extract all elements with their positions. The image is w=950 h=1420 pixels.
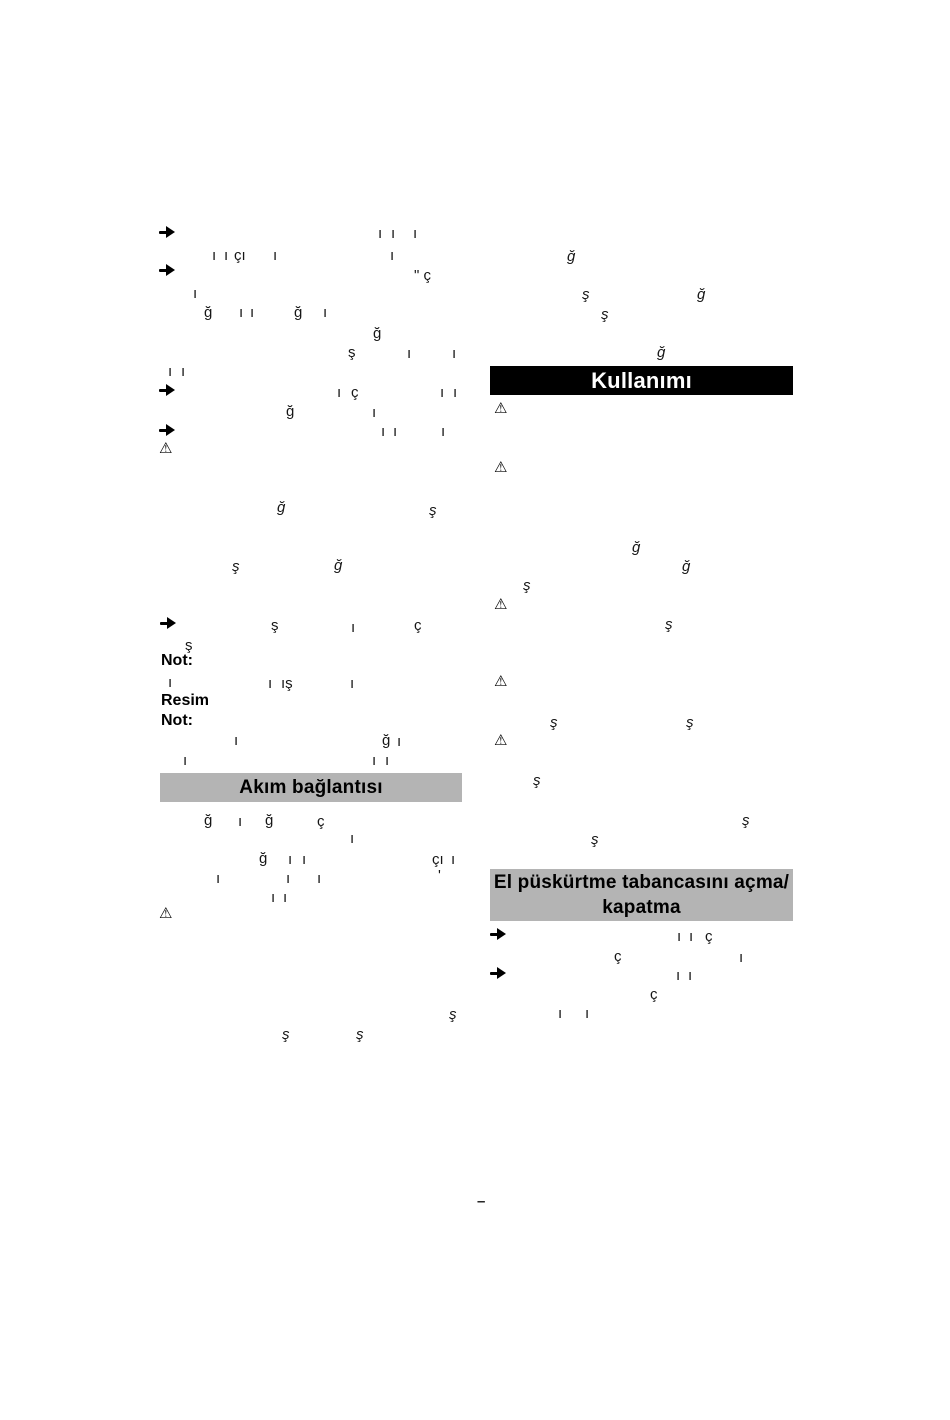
text-fragment: ı (393, 423, 398, 440)
text-fragment: ı (391, 225, 396, 242)
text-fragment: ı (234, 732, 239, 749)
text-fragment: ş (232, 558, 240, 575)
text-fragment: ş (686, 714, 694, 731)
arrow-bullet-icon (159, 226, 175, 238)
arrow-bullet-icon (159, 264, 175, 276)
warning-triangle-icon: ⚠ (494, 458, 508, 476)
text-fragment: ş (550, 714, 558, 731)
text-fragment: çı (234, 247, 246, 264)
text-fragment: ğ (204, 304, 213, 321)
text-fragment: ı (181, 363, 186, 380)
page-footer-dash: – (477, 1193, 486, 1210)
text-fragment: ı (317, 870, 322, 887)
text-fragment: ı (271, 889, 276, 906)
text-fragment: ı (688, 967, 693, 984)
text-fragment: ğ (682, 558, 691, 575)
warning-triangle-icon: ⚠ (494, 399, 508, 417)
text-fragment: ı (381, 423, 386, 440)
arrow-bullet-icon (160, 617, 176, 629)
text-fragment: ı (452, 345, 457, 362)
text-fragment: ş (282, 1026, 290, 1043)
text-fragment: ç (317, 813, 325, 830)
text-fragment: ı (378, 225, 383, 242)
bold-label: Not: (161, 712, 193, 729)
text-fragment: ş (348, 344, 356, 361)
section-header-spray-gun (490, 869, 793, 921)
text-fragment: ı (390, 247, 395, 264)
section-header-spray-gun-line2: kapatma (602, 897, 681, 918)
text-fragment: ı (337, 384, 342, 401)
warning-triangle-icon: ⚠ (159, 439, 173, 457)
text-fragment: ğ (277, 499, 286, 516)
text-fragment: ğ (286, 403, 295, 420)
text-fragment: ı (385, 752, 390, 769)
text-fragment: ı (302, 851, 307, 868)
text-fragment: ı (739, 949, 744, 966)
text-fragment: ş (582, 286, 590, 303)
text-fragment: ı (323, 304, 328, 321)
text-fragment: ı (372, 404, 377, 421)
text-fragment: ı (288, 851, 293, 868)
text-fragment: ı (676, 967, 681, 984)
text-fragment: ı (286, 870, 291, 887)
text-fragment: ş (449, 1006, 457, 1023)
warning-triangle-icon: ⚠ (494, 731, 508, 749)
text-fragment: ı (224, 247, 229, 264)
text-fragment: ğ (373, 325, 382, 342)
text-fragment: ş (185, 637, 193, 654)
text-fragment: ç (614, 948, 622, 965)
text-fragment: ı (350, 830, 355, 847)
bold-label: Not: (161, 652, 193, 669)
arrow-bullet-icon (490, 967, 506, 979)
text-fragment: ı (212, 247, 217, 264)
text-fragment: ğ (697, 286, 706, 303)
text-fragment: ğ (334, 557, 343, 574)
text-fragment: ı (350, 675, 355, 692)
text-fragment: ş (523, 577, 531, 594)
arrow-bullet-icon (159, 384, 175, 396)
text-fragment: ı (585, 1005, 590, 1022)
text-fragment: ı (193, 285, 198, 302)
text-fragment: ç (414, 617, 422, 634)
text-fragment: ş (429, 502, 437, 519)
arrow-bullet-icon (159, 424, 175, 436)
text-fragment: ş (591, 831, 599, 848)
warning-triangle-icon: ⚠ (159, 904, 173, 922)
arrow-bullet-icon (490, 928, 506, 940)
text-fragment: ı (239, 304, 244, 321)
text-fragment: ğ (259, 850, 268, 867)
text-fragment: ı (183, 752, 188, 769)
text-fragment: ı (168, 363, 173, 380)
text-fragment: ş (742, 812, 750, 829)
text-fragment: ı (441, 423, 446, 440)
text-fragment: ı (216, 870, 221, 887)
text-fragment: ş (665, 616, 673, 633)
text-fragment: ı (351, 619, 356, 636)
text-fragment: ı (372, 752, 377, 769)
text-fragment: ş (271, 617, 279, 634)
text-fragment: ğ (294, 304, 303, 321)
text-fragment: ı (168, 674, 173, 691)
text-fragment: ç (705, 928, 713, 945)
text-fragment: ı (283, 889, 288, 906)
section-header-power-connection: Akım bağlantısı (160, 773, 462, 802)
warning-triangle-icon: ⚠ (494, 595, 508, 613)
text-fragment: ğ (632, 539, 641, 556)
text-fragment: çı (432, 851, 444, 868)
text-fragment: ğ (265, 812, 274, 829)
text-fragment: ı (558, 1005, 563, 1022)
text-fragment: ı (677, 928, 682, 945)
text-fragment: ı (451, 851, 456, 868)
text-fragment: ' (438, 867, 441, 884)
text-fragment: ı (238, 813, 243, 830)
text-fragment: ş (601, 306, 609, 323)
text-fragment: ı (689, 928, 694, 945)
text-fragment: " ç (414, 267, 431, 284)
text-fragment: ğ (567, 248, 576, 265)
section-header-spray-gun-line1: El püskürtme tabancasını açma/ (493, 872, 790, 893)
warning-triangle-icon: ⚠ (494, 672, 508, 690)
bold-label: Resim (161, 692, 210, 709)
text-fragment: ğ (204, 812, 213, 829)
text-fragment: ı (397, 733, 402, 750)
text-fragment: ş (533, 772, 541, 789)
text-fragment: ış (281, 675, 293, 692)
section-header-usage: Kullanımı (490, 366, 793, 395)
text-fragment: ğ (657, 344, 666, 361)
text-fragment: ğ (382, 732, 391, 749)
text-fragment: ı (413, 225, 418, 242)
text-fragment: ç (650, 986, 658, 1003)
text-fragment: ı (453, 384, 458, 401)
text-fragment: ş (356, 1026, 364, 1043)
text-fragment: ı (273, 247, 278, 264)
text-fragment: ı (407, 345, 412, 362)
text-fragment: ı (250, 304, 255, 321)
text-fragment: ç (351, 384, 359, 401)
text-fragment: ı (268, 675, 273, 692)
text-fragment: ı (440, 384, 445, 401)
